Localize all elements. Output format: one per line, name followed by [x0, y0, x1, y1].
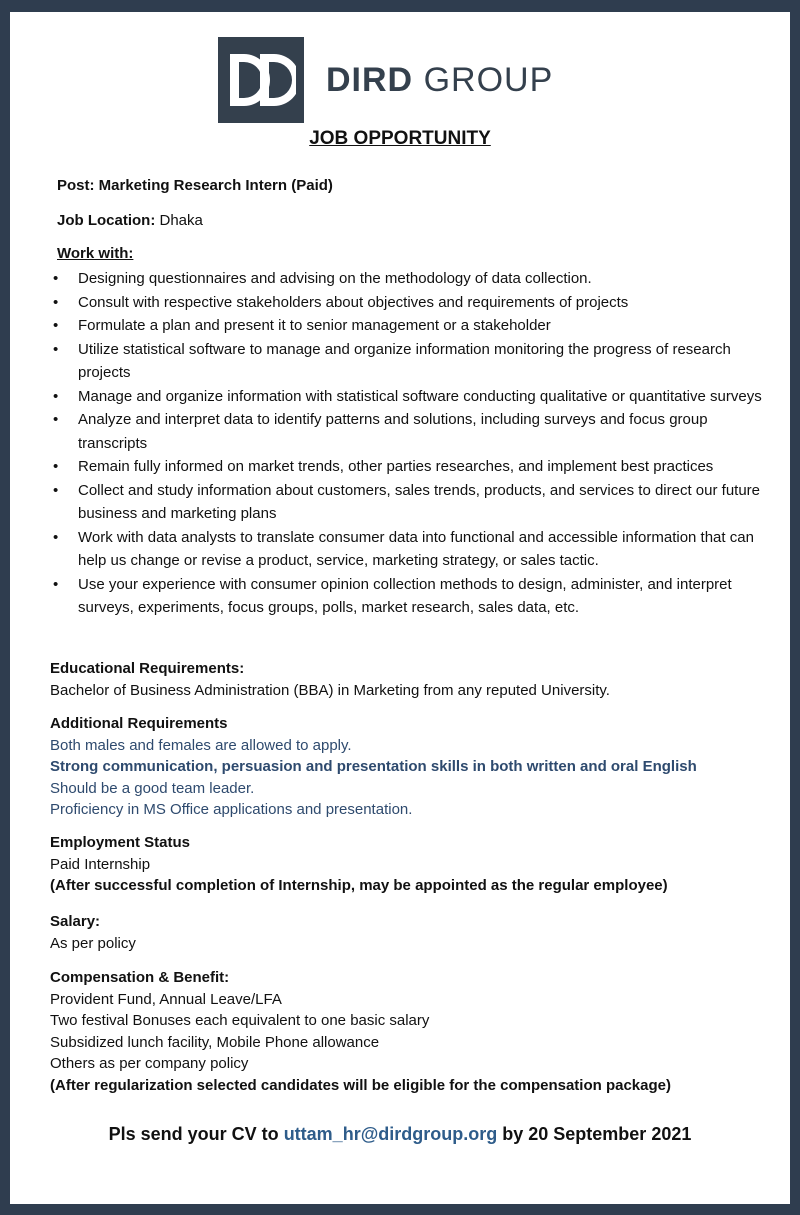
duty-list-item — [50, 455, 780, 479]
salary-text: As per policy — [50, 934, 136, 952]
employment-line: Paid Internship — [50, 855, 151, 873]
bullet-dot-icon: • — [53, 481, 59, 499]
employment-section — [50, 832, 780, 897]
duty-text: Consult with respective stakeholders about objectives and requirements of projects — [78, 293, 629, 311]
post-title: Post: Marketing Research Intern (Paid) — [57, 177, 333, 194]
job-posting-page — [10, 12, 790, 1204]
bullet-dot-icon: • — [53, 528, 59, 546]
compensation-line: Two festival Bonuses each equivalent to one basic salary — [50, 1012, 430, 1029]
duty-list-item — [50, 267, 780, 291]
duty-list-item — [50, 291, 780, 315]
bullet-dot-icon: • — [53, 340, 59, 358]
duty-text: Analyze and interpret data to identify patterns and solutions, including surveys and focus group transcripts — [78, 411, 708, 452]
additional-line: Strong communication, persuasion and presentation skills in both written and oral English — [50, 758, 697, 775]
compensation-line: Provident Fund, Annual Leave/LFA — [50, 990, 282, 1008]
duty-list-item — [50, 314, 780, 338]
education-heading: Educational Requirements: — [50, 660, 245, 677]
duty-list-item — [50, 526, 780, 573]
education-text: Bachelor of Business Administration (BBA) in Marketing from any reputed University. — [50, 681, 610, 699]
bullet-dot-icon: • — [53, 270, 59, 287]
duty-text: Collect and study information about customers, sales trends, products, and services to direct our future business and marketing plans — [78, 481, 761, 522]
compensation-section — [50, 967, 780, 1096]
contact-email-link[interactable]: uttam_hr@dirdgroup.org — [283, 1124, 498, 1144]
job-location-label: Job Location: — [57, 212, 156, 229]
compensation-heading: Compensation & Benefit: — [50, 969, 230, 986]
additional-line: Proficiency in MS Office applications and presentation. — [50, 801, 413, 818]
additional-heading: Additional Requirements — [50, 715, 228, 732]
duties-list — [50, 267, 780, 620]
duty-list-item — [50, 479, 780, 526]
duty-list-item — [50, 338, 780, 385]
footer-suffix: by 20 September 2021 — [502, 1124, 692, 1144]
duty-text: Designing questionnaires and advising on the methodology of data collection. — [78, 270, 592, 287]
dird-logo-icon — [218, 37, 304, 123]
employment-note: (After successful completion of Internship, may be appointed as the regular employee) — [50, 877, 668, 894]
compensation-note: (After regularization selected candidates will be eligible for the compensation package) — [50, 1076, 671, 1094]
salary-section — [50, 911, 780, 954]
work-with-heading: Work with: — [57, 245, 134, 262]
bullet-dot-icon: • — [53, 293, 59, 311]
duty-list-item — [50, 573, 780, 620]
additional-line: Should be a good team leader. — [50, 779, 255, 797]
education-section — [50, 658, 780, 701]
job-location — [57, 212, 203, 229]
duty-text: Utilize statistical software to manage and organize information monitoring the progress of research projects — [78, 340, 731, 381]
duty-list-item — [50, 385, 780, 409]
company-name: DIRD GROUP — [326, 60, 554, 99]
company-logo — [218, 37, 553, 123]
bullet-dot-icon: • — [53, 317, 59, 334]
additional-requirements-section — [50, 713, 780, 821]
footer-prefix: Pls send your CV to — [108, 1124, 279, 1144]
application-instruction — [10, 1124, 790, 1145]
bullet-dot-icon: • — [53, 387, 59, 405]
job-location-value: Dhaka — [159, 212, 203, 229]
duty-list-item — [50, 408, 780, 455]
duty-text: Use your experience with consumer opinion collection methods to design, administer, and interpret surveys, experiments, focus groups, polls, market research, sales data, etc. — [78, 575, 732, 616]
employment-heading: Employment Status — [50, 834, 191, 851]
duty-text: Manage and organize information with statistical software conducting qualitative or quantitative surveys — [78, 387, 762, 405]
duty-text: Formulate a plan and present it to senior management or a stakeholder — [78, 317, 551, 334]
additional-line: Both males and females are allowed to apply. — [50, 736, 352, 754]
bullet-dot-icon: • — [53, 458, 59, 475]
salary-heading: Salary: — [50, 913, 101, 930]
duty-text: Remain fully informed on market trends, other parties researches, and implement best practices — [78, 458, 714, 475]
bullet-dot-icon: • — [53, 411, 59, 428]
duty-text: Work with data analysts to translate consumer data into functional and accessible information that can help us change or revise a product, service, marketing strategy, or sales tactic. — [78, 528, 754, 569]
compensation-line: Subsidized lunch facility, Mobile Phone allowance — [50, 1033, 380, 1051]
bullet-dot-icon: • — [53, 575, 59, 593]
compensation-line: Others as per company policy — [50, 1055, 249, 1072]
page-title: JOB OPPORTUNITY — [309, 128, 491, 149]
